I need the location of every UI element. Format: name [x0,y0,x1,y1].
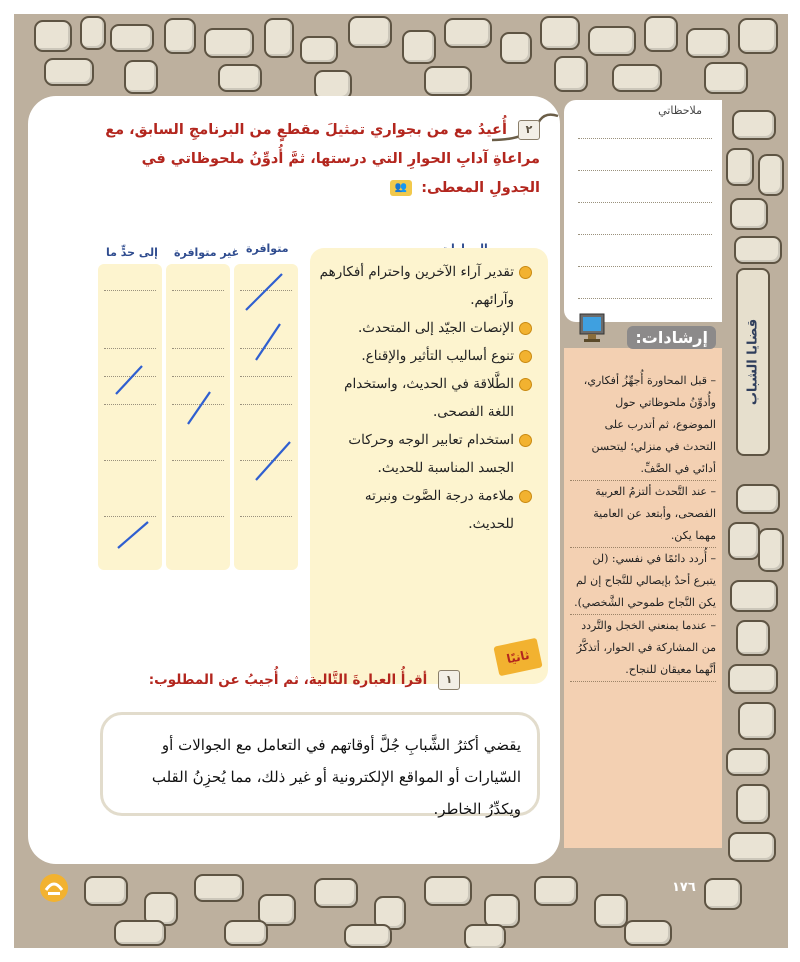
stone-decoration [686,28,730,58]
skill-item: الطَّلاقة في الحديث، واستخدام اللغة الفصحى. [318,370,532,426]
stone-decoration [730,580,778,612]
header-available: متوافرة [246,242,289,255]
tips-panel [564,348,722,848]
skill-item: تنوع أساليب التأثير والإقناع. [318,342,532,370]
notes-line [578,234,712,235]
stone-decoration [540,16,580,50]
stone-decoration [348,16,392,48]
check-mark [118,522,148,548]
bullet-icon [519,322,532,335]
computer-icon [574,312,608,344]
stone-decoration [164,18,196,54]
stone-decoration [728,522,760,560]
stone-decoration [500,32,532,64]
check-mark [116,366,142,394]
reading-passage: يقضي أكثرُ الشَّبابِ جُلَّ أوقاتهم في التعامل مع الجوالات أو السّيارات أو المواقع الإلكترونية أو غير ذلك، مما يُحزِنُ القلب ويكدِّرُ الخاطر. [100,712,540,816]
notes-line [578,138,712,139]
stone-decoration [194,874,244,902]
main-content-panel [28,96,560,864]
tip-item: – أُردد دائمًا في نفسي: (لن يتبرع أحدٌ بإيصالي للنَّجاح إن لم يكن النَّجاح طموحي الشَّخصي). [570,548,716,615]
tips-header [566,320,720,354]
stone-decoration [464,924,506,948]
stone-decoration [444,18,492,48]
tip-item: – عندما يمنعني الخجل والتَّردد من المشاركة في الحوار، أتذكَّرُ أنَّهما معيقان للنجاح. [570,615,716,682]
stone-decoration [554,56,588,92]
bullet-icon [519,350,532,363]
stone-decoration [704,62,748,94]
bullet-icon [519,434,532,447]
stone-decoration [44,58,94,86]
stone-decoration [314,878,358,908]
stone-decoration [736,620,770,656]
skills-box [310,248,548,684]
check-mark [246,274,282,310]
header-not-available: غير متوافرة [174,246,240,259]
check-mark [256,324,280,360]
skill-item: ملاءمة درجة الصَّوت ونبرته للحديث. [318,482,532,538]
stone-decoration [204,28,254,58]
question-number: ٢ [518,120,540,140]
section-badge: ثانيًا [493,638,542,676]
side-chapter-tab [736,268,770,456]
stone-decoration [612,64,662,92]
stone-decoration [402,30,436,64]
notes-line [578,202,712,203]
stone-decoration [736,484,780,514]
question-title [90,116,540,203]
stone-decoration [624,920,672,946]
tips-text [570,370,716,682]
publisher-logo-icon [38,872,70,904]
stone-decoration [736,784,770,824]
stone-decoration [344,924,392,948]
stone-decoration [734,236,782,264]
stone-decoration [588,26,636,56]
stone-decoration [728,664,778,694]
handwritten-marks [98,264,298,570]
stone-decoration [34,20,72,52]
section2-title: ١ أقرأُ العبارةَ التَّالية، ثم أُجيبُ عن المطلوب: [149,670,460,690]
stone-decoration [758,528,784,572]
tips-title: إرشادات: [627,326,716,349]
header-somewhat: إلى حدٍّ ما [106,246,158,259]
stone-decoration [738,702,776,740]
notes-line [578,266,712,267]
notes-title: ملاحظاتي [658,104,702,117]
check-mark [256,442,290,480]
stone-decoration [732,110,776,140]
stone-decoration [704,878,742,910]
stone-decoration [644,16,678,52]
bullet-icon [519,490,532,503]
stone-decoration [534,876,578,906]
stone-decoration [484,894,520,928]
side-tab-label: قضايا الشباب [745,318,761,406]
stone-decoration [726,148,754,186]
skill-item: استخدام تعابير الوجه وحركات الجسد المناسبة للحديث. [318,426,532,482]
section2-number: ١ [438,670,460,690]
stone-decoration [114,920,166,946]
question-text: أُعيدُ مع من بجواري تمثيلَ مقطعٍ من البرنامجِ السابق، مع مراعاةِ آدابِ الحوارِ التي درستها، ثمَّ أُدوِّنُ ملحوظاتي في الجدولِ المعطى: [105,122,540,196]
stone-decoration [224,920,268,946]
pair-work-icon: 👥 [390,180,412,196]
bullet-icon [519,378,532,391]
stone-decoration [218,64,262,92]
stone-decoration [300,36,338,64]
check-mark [188,392,210,424]
tip-item: – قبل المحاورة أُجهِّزُ أفكاري، وأُدوِّنُ ملحوظاتي حول الموضوع، ثم أتدرب على التحدث في منزلي؛ ليتحسن أدائي في الصَّفِّ. [570,370,716,481]
page-number: ١٧٦ [672,880,696,895]
notes-line [578,298,712,299]
stone-decoration [124,60,158,94]
stone-decoration [424,876,472,906]
skill-item: تقدير آراء الآخرين واحترام أفكارهم وآرائهم. [318,258,532,314]
stone-decoration [594,894,628,928]
notes-panel [564,100,722,322]
stone-decoration [738,18,778,54]
stone-decoration [110,24,154,52]
stone-decoration [424,66,472,96]
skill-item: الإنصات الجيّد إلى المتحدث. [318,314,532,342]
stone-decoration [80,16,106,50]
stone-decoration [728,832,776,862]
stone-decoration [726,748,770,776]
tip-item: – عند التَّحدث ألتزمُ العربية الفصحى، وأبتعد عن العامية مهما يكن. [570,481,716,548]
stone-decoration [730,198,768,230]
skill-list [318,258,532,538]
stone-decoration [84,876,128,906]
notes-line [578,170,712,171]
stone-decoration [264,18,294,58]
stone-decoration [758,154,784,196]
bullet-icon [519,266,532,279]
